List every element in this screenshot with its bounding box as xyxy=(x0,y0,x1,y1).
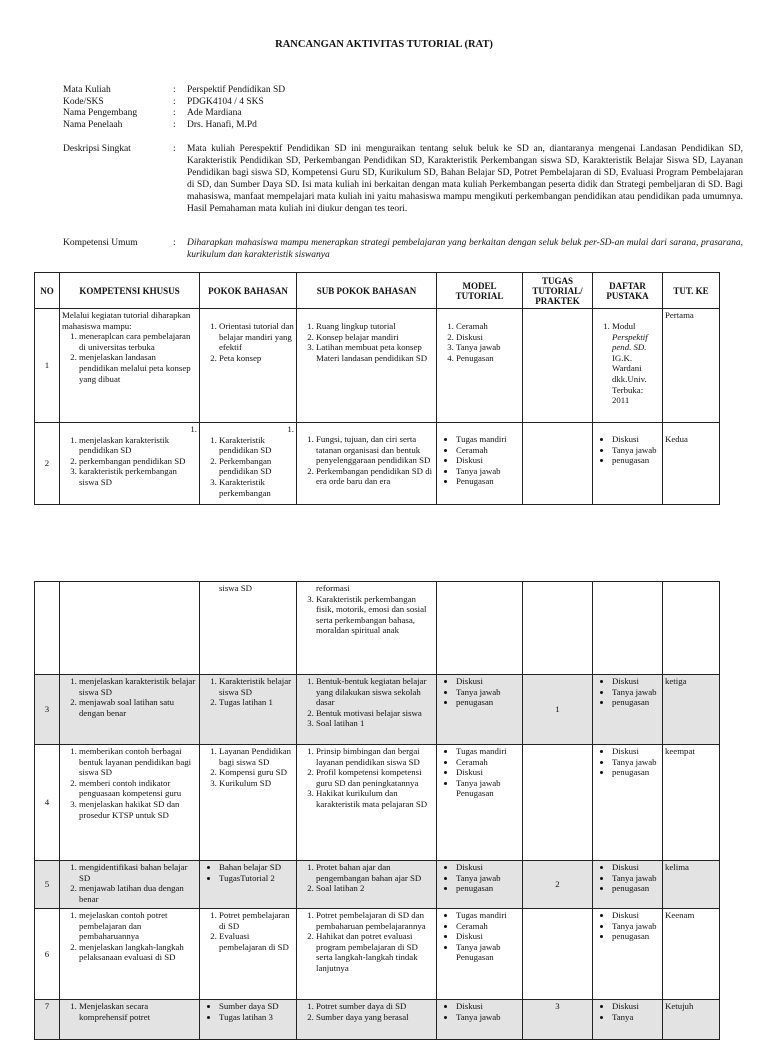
pokok-cell xyxy=(200,745,297,861)
kompetensi-cell xyxy=(60,745,200,861)
list-item: 3. Kurikulum SD xyxy=(219,778,294,789)
list-item: • penugasan xyxy=(456,883,520,894)
row-number: 6 xyxy=(35,909,60,1000)
sub-pokok-cell xyxy=(297,582,437,675)
list-item: 2. Peta konsep xyxy=(219,353,294,364)
pokok-cell xyxy=(200,582,297,675)
list-item: 1. menjelaskan karakteristik belajar siswa SD xyxy=(79,676,197,697)
header-tugas: TUGAS TUTORIAL/ PRAKTEK xyxy=(523,273,593,309)
pokok-cell xyxy=(200,909,297,1000)
meta-value: Perspektif Pendidikan SD xyxy=(187,85,286,95)
list-item: • Tanya jawab xyxy=(612,921,660,932)
list-item: 3. karakteristik perkembangan siswa SD xyxy=(79,466,197,487)
list-item: 3. Latihan membuat peta konsep xyxy=(316,342,434,353)
list-item: 2. Soal latihan 2 xyxy=(316,883,434,894)
kompetensi-umum-text: Diharapkan mahasiswa mampu menerapkan strategi pembelajaran yang berkaitan dengan seluk beluk per-SD-an mulai dari sarana, prasarana, kurikulum dan karakteristik siswanya xyxy=(187,238,743,260)
list-item: 2. Hahikat dan potret evaluasi program pembelajaran di SD serta langkah-langkah tindak lanjutnya xyxy=(316,931,434,973)
model-cell xyxy=(437,582,523,675)
list-item: • Diskusi xyxy=(456,1001,520,1012)
pustaka-cell xyxy=(593,1000,663,1040)
list-item: 1. menjelaskan karakteristik pendidikan SD xyxy=(79,435,197,456)
list-item: • penugasan xyxy=(612,883,660,894)
kompetensi-umum-label: Kompetensi Umum xyxy=(63,238,138,248)
kompetensi-cell xyxy=(60,1000,200,1040)
pokok-cell xyxy=(200,423,297,505)
tut-cell: Kedua xyxy=(663,423,720,505)
pustaka-label: Modul xyxy=(612,321,636,331)
header-tut: TUT. KE xyxy=(663,273,720,309)
rat-table-page-1 xyxy=(34,272,720,505)
pustaka-cell xyxy=(593,909,663,1000)
meta-label: Mata Kuliah xyxy=(63,85,111,95)
list-item: • penugasan xyxy=(612,767,660,778)
header-no: NO xyxy=(35,273,60,309)
list-item: 3. menjelaskan hakikat SD dan prosedur KTSP untuk SD xyxy=(79,799,197,820)
list-item: • Ceramah xyxy=(456,921,520,932)
list-item: • Ceramah xyxy=(456,757,520,768)
list-item: 1. Potret sumber daya di SD xyxy=(316,1001,434,1012)
meta-value: Ade Mardiana xyxy=(187,108,242,118)
pokok-cell xyxy=(200,675,297,745)
row-number: 5 xyxy=(35,861,60,909)
table-row xyxy=(35,675,720,745)
kompetensi-lead: Melalui kegiatan tutorial diharapkan mahasiswa mampu: xyxy=(62,310,191,331)
model-cell xyxy=(437,1000,523,1040)
list-item: • penugasan xyxy=(612,455,660,466)
pustaka-cell xyxy=(593,675,663,745)
list-item: • Diskusi xyxy=(612,434,660,445)
pustaka-cell xyxy=(593,861,663,909)
list-item: 3. Hakikat kurikulum dan karakteristik mata pelajaran SD xyxy=(316,788,434,809)
pokok-cell xyxy=(200,1000,297,1040)
table-row xyxy=(35,582,720,675)
list-item: 3. Soal latihan 1 xyxy=(316,718,434,729)
list-item: • Tanya jawab xyxy=(612,445,660,456)
list-item: • Tanya jawab xyxy=(456,687,520,698)
tugas-cell xyxy=(523,309,593,423)
list-item: 1. Protet bahan ajar dan pengembangan bahan ajar SD xyxy=(316,862,434,883)
deskripsi-text: Mata kuliah Perespektif Pendidikan SD ini menguraikan tentang seluk beluk ke SD an, diantaranya mengenai Landasan Pendidikan SD, Karakteristik Pendidikan SD, Perkembangan Pendidikan SD, Karakteristik Perkembangan siswa SD, Karakteristik Belajar Siswa SD, Layanan Pendidikan bagi siswa SD, Kompetensi Guru SD, Kurikulum SD, Bahan Belajar SD, Potret Pembelajaran di SD, Evaluasi Program Pembelajaran di SD, dan Sumber Daya SD. Isi mata kuliah ini berkaitan dengan mata kuliah Perkembangan peserta didik dan Strategi pembeljaran di SD. Bagi mahasiswa, manfaat mempelajari mata kuliah ini yaitu mahasiswa mampu mengikuti perkembangan pendidikan atau pendidikan pada umumnya. Hasil Pemahaman mata kuliah ini diukur dengan tes teori. xyxy=(187,144,743,214)
row-number-empty xyxy=(35,582,60,675)
list-item: 2. Evaluasi pembelajaran di SD xyxy=(219,931,294,952)
model-cell xyxy=(437,861,523,909)
tugas-cell xyxy=(523,745,593,861)
rat-table-page-2 xyxy=(34,581,720,1040)
list-item: 2. menjawab soal latihan satu dengan benar xyxy=(79,697,197,718)
list-item: 1. memberikan contoh berbagai bentuk layanan pendidikan bagi siswa SD xyxy=(79,746,197,778)
kompetensi-cell xyxy=(60,582,200,675)
model-cell xyxy=(437,675,523,745)
list-item: • penugasan xyxy=(456,697,520,708)
list-item: 2. Perkembangan pendidikan SD xyxy=(219,456,294,477)
list-item: • Tanya jawab Penugasan xyxy=(456,942,520,963)
list-item: • Penugasan xyxy=(456,476,520,487)
kompetensi-umum-colon: : xyxy=(173,238,176,248)
list-item: 1. Ceramah xyxy=(456,321,520,332)
meta-label: Nama Penelaah xyxy=(63,119,123,130)
pokok-cell xyxy=(200,861,297,909)
list-item: 1. mejelaskan contoh potret pembelajaran dan pembaharuannya xyxy=(79,910,197,942)
list-item: • Diskusi xyxy=(612,746,660,757)
pustaka-title: Perspektif pend. SD. xyxy=(612,331,648,353)
header-pokok: POKOK BAHASAN xyxy=(200,273,297,309)
list-item: • Tanya jawab xyxy=(456,466,520,477)
sub-pokok-cell xyxy=(297,861,437,909)
list-item: • Tanya jawab xyxy=(612,873,660,884)
tut-cell: Ketujuh xyxy=(663,1000,720,1040)
sub-pokok-cell xyxy=(297,675,437,745)
tut-cell: kelima xyxy=(663,861,720,909)
list-item: • Ceramah xyxy=(456,445,520,456)
row-number: 1 xyxy=(35,309,60,423)
list-item: 2. memberi contoh indikator penguasaan kompetensi guru xyxy=(79,778,197,799)
meta-colon: : xyxy=(173,96,176,107)
tut-cell: keempat xyxy=(663,745,720,861)
list-item: 3. Karakteristik perkembangan fisik, motorik, emosi dan sosial serta perkembangan bahasa, moraldan spiritual anak xyxy=(316,594,434,636)
list-item: • Diskusi xyxy=(612,676,660,687)
row-number: 2 xyxy=(35,423,60,505)
header-sub: SUB POKOK BAHASAN xyxy=(297,273,437,309)
tugas-cell xyxy=(523,909,593,1000)
sub-pokok-cell xyxy=(297,309,437,423)
list-item: • Diskusi xyxy=(612,862,660,873)
header-kompetensi: KOMPETENSI KHUSUS xyxy=(60,273,200,309)
list-item: • Tanya jawab xyxy=(456,873,520,884)
list-item: • Diskusi xyxy=(456,767,520,778)
meta-label: Nama Pengembang xyxy=(63,108,138,118)
list-item: 3. Tanya jawab xyxy=(456,342,520,353)
pustaka-detail: IG.K. Wardani dkk.Univ. Terbuka: 2011 xyxy=(612,352,647,406)
sub-pokok-cell xyxy=(297,1000,437,1040)
meta-colon: : xyxy=(173,85,176,95)
sub-pokok-cell xyxy=(297,909,437,1000)
sub-pokok-continued: reformasi xyxy=(316,583,350,593)
list-item: • Diskusi xyxy=(456,931,520,942)
row-number: 3 xyxy=(35,675,60,745)
kompetensi-cell xyxy=(60,675,200,745)
pokok-cell xyxy=(200,309,297,423)
list-item: • penugasan xyxy=(612,697,660,708)
row-number: 4 xyxy=(35,745,60,861)
kompetensi-cell xyxy=(60,861,200,909)
header-daftar: DAFTAR PUSTAKA xyxy=(593,273,663,309)
model-cell xyxy=(437,309,523,423)
meta-value: Drs. Hanafi, M.Pd xyxy=(187,119,257,130)
list-item: 4. Penugasan xyxy=(456,353,520,364)
table-row xyxy=(35,423,720,505)
kompetensi-cell xyxy=(60,309,200,423)
list-item: 2. Konsep belajar mandiri xyxy=(316,332,434,343)
list-item: • Bahan belajar SD xyxy=(219,862,294,873)
tut-cell xyxy=(663,582,720,675)
list-item: • Diskusi xyxy=(456,455,520,466)
table-row xyxy=(35,861,720,909)
table-row xyxy=(35,1000,720,1040)
list-item: 3. Karakteristik perkembangan xyxy=(219,477,294,498)
tugas-cell: 2 xyxy=(523,861,593,909)
tugas-cell xyxy=(523,582,593,675)
list-item: • Diskusi xyxy=(456,862,520,873)
deskripsi-label: Deskripsi Singkat xyxy=(63,144,131,154)
list-item: 1. Layanan Pendidikan bagi siswa SD xyxy=(219,746,294,767)
tut-cell: Pertama xyxy=(663,309,720,423)
list-item: 1. Menjelaskan secara komprehensif potret xyxy=(79,1001,197,1022)
list-item: • penugasan xyxy=(612,931,660,942)
list-item: • Tanya jawab xyxy=(456,1012,520,1023)
pustaka-item xyxy=(612,321,660,406)
tugas-cell xyxy=(523,423,593,505)
list-item: 2. Kompensi guru SD xyxy=(219,767,294,778)
kompetensi-cell xyxy=(60,909,200,1000)
meta-colon: : xyxy=(173,119,176,130)
list-item: 1. mengidentifikasi bahan belajar SD xyxy=(79,862,197,883)
list-marker: 1. xyxy=(190,424,197,434)
list-item: 1. Karakteristik pendidikan SD xyxy=(219,435,294,456)
tugas-cell: 1 xyxy=(523,675,593,745)
tut-cell: Keenam xyxy=(663,909,720,1000)
list-marker: 1. xyxy=(287,424,294,434)
list-item: • Tanya xyxy=(612,1012,660,1023)
pustaka-cell xyxy=(593,745,663,861)
list-item: 1. Prinsip bimbingan dan bergai layanan pendidikan siswa SD xyxy=(316,746,434,767)
table-header-row xyxy=(35,273,720,309)
list-item: • Tugas mandiri xyxy=(456,910,520,921)
list-item: • Sumber daya SD xyxy=(219,1001,294,1012)
list-item: • Tugas latihan 3 xyxy=(219,1012,294,1023)
pokok-continued: siswa SD xyxy=(219,583,252,593)
list-item: 1. Potret pembelajaran di SD xyxy=(219,910,294,931)
meta-label: Kode/SKS xyxy=(63,96,104,107)
pustaka-cell xyxy=(593,423,663,505)
header-model: MODEL TUTORIAL xyxy=(437,273,523,309)
list-item: 1. Fungsi, tujuan, dan ciri serta tatanan organisasi dan bentuk penyelenggaraan pendidikan SD xyxy=(316,434,434,466)
model-cell xyxy=(437,909,523,1000)
list-item: 2. Diskusi xyxy=(456,332,520,343)
list-item: • TugasTutorial 2 xyxy=(219,873,294,884)
list-item: 2. perkembangan pendidikan SD xyxy=(79,456,197,467)
list-item: 2. Bentuk motivasi belajar siswa xyxy=(316,708,434,719)
list-item: 2. Perkembangan pendidikan SD di era orde baru dan era xyxy=(316,466,434,487)
list-item: 2. Tugas latihan 1 xyxy=(219,697,294,708)
meta-value: PDGK4104 / 4 SKS xyxy=(187,96,264,107)
document-title: RANCANGAN AKTIVITAS TUTORIAL (RAT) xyxy=(275,39,493,50)
model-cell xyxy=(437,423,523,505)
list-item: 2. Sumber daya yang berasal xyxy=(316,1012,434,1023)
sub-pokok-cell xyxy=(297,745,437,861)
deskripsi-colon: : xyxy=(173,144,176,154)
table-row xyxy=(35,909,720,1000)
list-item: • Tugas mandiri xyxy=(456,434,520,445)
sub-pokok-cell xyxy=(297,423,437,505)
tut-cell: ketiga xyxy=(663,675,720,745)
list-item: • Tanya jawab xyxy=(612,757,660,768)
pustaka-cell xyxy=(593,309,663,423)
model-cell xyxy=(437,745,523,861)
list-item: • Diskusi xyxy=(612,1001,660,1012)
table-row xyxy=(35,309,720,423)
list-item: 2. Profil kompetensi kompetensi guru SD dan peningkatannya xyxy=(316,767,434,788)
row-number: 7 xyxy=(35,1000,60,1040)
list-item: 1. Ruang lingkup tutorial xyxy=(316,321,434,332)
list-item: 2. menjelaskan landasan pendidikan melalui peta konsep yang dibuat xyxy=(79,352,197,384)
list-item: • Diskusi xyxy=(456,676,520,687)
kompetensi-cell xyxy=(60,423,200,505)
table-row xyxy=(35,745,720,861)
meta-colon: : xyxy=(173,108,176,118)
list-item: • Tugas mandiri xyxy=(456,746,520,757)
list-item: 1. Orientasi tutorial dan belajar mandiri yang efektif xyxy=(219,321,294,353)
list-item: 1. Bentuk-bentuk kegiatan belajar yang dilakukan siswa sekolah dasar xyxy=(316,676,434,708)
list-item: • Diskusi xyxy=(612,910,660,921)
list-item: 1. meneraplcan cara pembelajaran di universitas terbuka xyxy=(79,331,197,352)
list-item: 1. Karakteristik belajar siswa SD xyxy=(219,676,294,697)
sub-pokok-extra: Materi landasan pendidikan SD xyxy=(316,352,428,363)
list-item: • Tanya jawab Penugasan xyxy=(456,778,520,799)
list-item: 2. menjelaskan langkah-langkah pelaksanaan evaluasi di SD xyxy=(79,942,197,963)
list-item: 2. menjawab latihan dua dengan benar xyxy=(79,883,197,904)
tugas-cell: 3 xyxy=(523,1000,593,1040)
pustaka-cell xyxy=(593,582,663,675)
list-item: • Tanya jawab xyxy=(612,687,660,698)
list-item: 1. Potret pembelajaran di SD dan pembaharuan pembelajarannya xyxy=(316,910,434,931)
